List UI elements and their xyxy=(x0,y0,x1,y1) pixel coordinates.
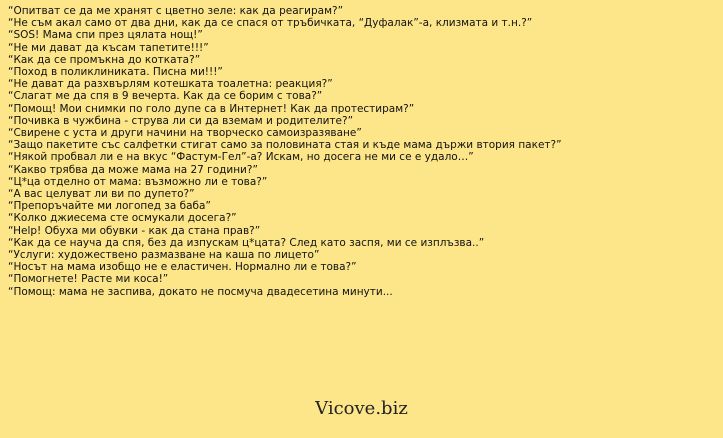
quote-line: “Как да се промъкна до котката?” xyxy=(8,53,201,66)
quote-line: “SOS! Мама спи през цялата нощ!” xyxy=(8,29,203,42)
quote-line: “Ц*ца отделно от мама: възможно ли е това?” xyxy=(8,175,268,188)
quote-line: “Как да се науча да спя, без да изпускам ц*цата? След като заспя, ми се изплъзва..” xyxy=(8,236,485,249)
quote-line: “Help! Обуха ми обувки - как да стана прав?” xyxy=(8,224,261,237)
quote-line: “Носът на мама изобщо не е еластичен. Нормално ли е това?” xyxy=(8,261,357,274)
site-watermark: Vicove.biz xyxy=(315,398,408,419)
quote-line: “Не съм акал само от два дни, как да се спася от тръбичката, “Дуфалак”-а, клизмата и т.н.?” xyxy=(8,17,533,30)
quote-line: “А вас целуват ли ви по дупето?” xyxy=(8,188,195,201)
quote-line: “Не дават да разхвърлям котешката тоалетна: реакция?” xyxy=(8,78,333,91)
quote-line: “Какво трябва да може мама на 27 години?” xyxy=(8,163,258,176)
quote-line: “Слагат ме да спя в 9 вечерта. Как да се борим с това?” xyxy=(8,90,323,103)
quote-line: “Помогнете! Расте ми коса!” xyxy=(8,273,169,286)
quote-line: “Помощ: мама не заспива, докато не посмуча двадесетина минути... xyxy=(8,285,393,298)
quote-line: “Защо пакетите със салфетки стигат само за половината стая и къде мама държи втория пакет?” xyxy=(8,139,562,152)
quote-line: “Препоръчайте ми логопед за баба” xyxy=(8,200,211,213)
quote-line: “Услуги: художествено размазване на каша по лицето” xyxy=(8,249,320,262)
quote-line: “Някой пробвал ли е на вкус “Фастум-Гел”-а? Искам, но досега не ми се е удало…” xyxy=(8,151,474,164)
quote-line: “Свирене с уста и други начини на творческо самоизразяване” xyxy=(8,127,362,140)
quote-line: “Помощ! Мои снимки по голо дупе са в Интернет! Как да протестирам?” xyxy=(8,102,415,115)
quote-line: “Колко джиесема сте осмукали досега?” xyxy=(8,212,237,225)
quote-line: “Почивка в чужбина - струва ли си да вземам и родителите?” xyxy=(8,114,354,127)
quote-line: “Не ми дават да късам тапетите!!!” xyxy=(8,41,209,54)
quote-line: “Поход в поликлиниката. Писна ми!!!” xyxy=(8,66,223,79)
quote-list xyxy=(8,5,568,298)
quote-line: “Опитват се да ме хранят с цветно зеле: как да реагирам?” xyxy=(8,5,344,17)
